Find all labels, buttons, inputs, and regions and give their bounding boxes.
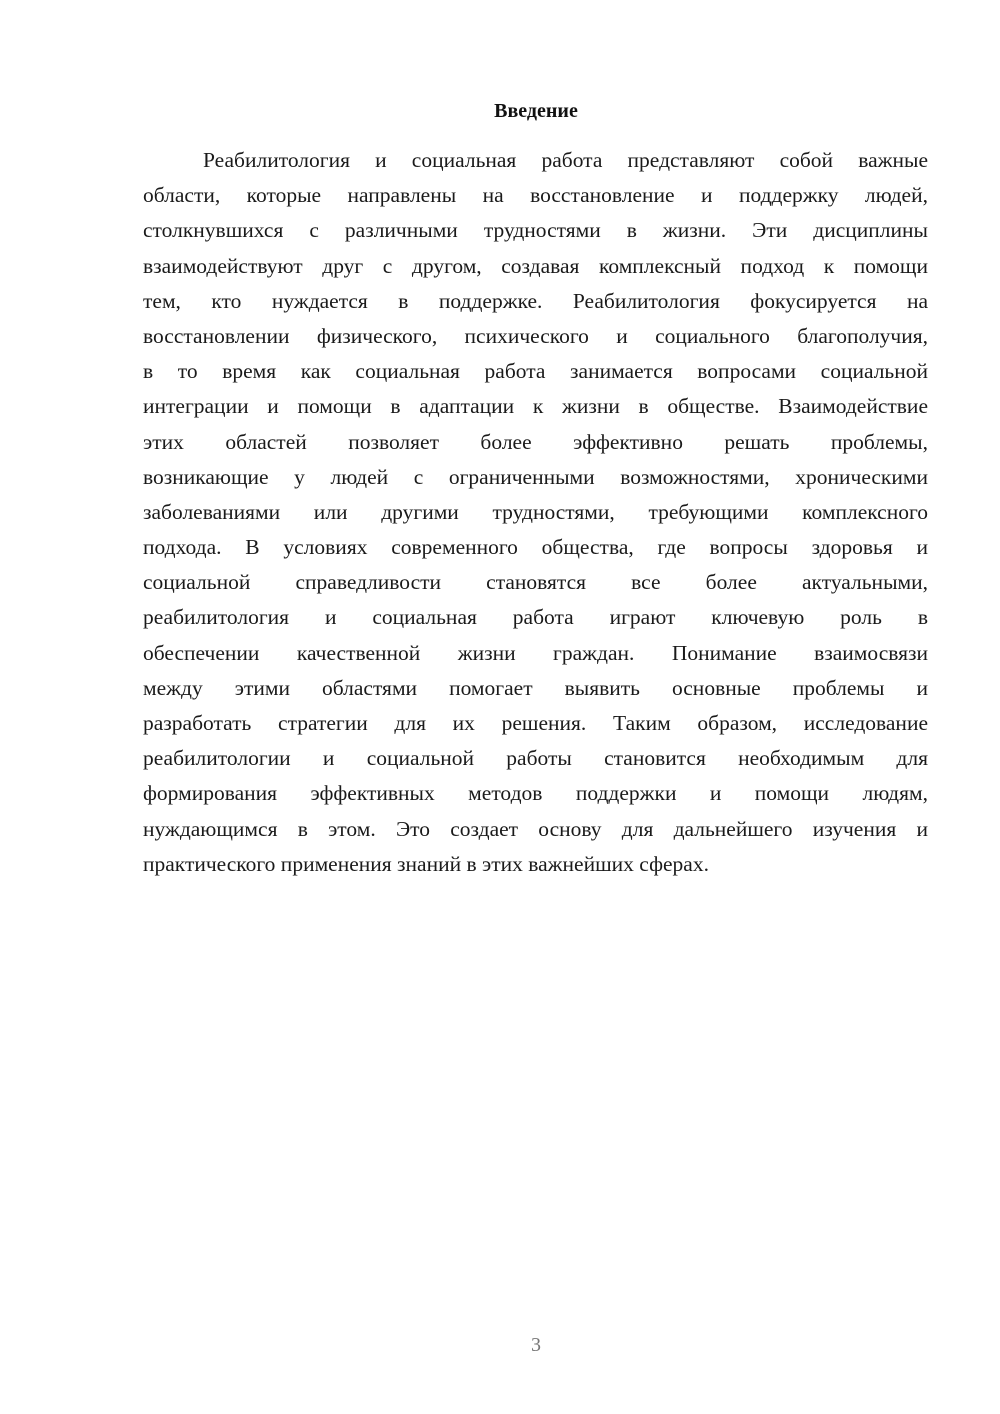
paragraph-line: в то время как социальная работа занимается вопросами социальной <box>143 359 928 384</box>
paragraph-line: Реабилитология и социальная работа представляют собой важные <box>203 148 928 172</box>
paragraph-line: взаимодействуют друг с другом, создавая комплексный подход к помощи <box>143 253 928 278</box>
paragraph-line: подхода. В условиях современного общества, где вопросы здоровья и <box>143 535 928 560</box>
paragraph-line: социальной справедливости становятся все более актуальными, <box>143 570 928 595</box>
paragraph-line: этих областей позволяет более эффективно решать проблемы, <box>143 429 928 454</box>
paragraph-line: восстановлении физического, психического и социального благополучия, <box>143 323 928 348</box>
paragraph-line: области, которые направлены на восстановление и поддержку людей, <box>143 183 928 208</box>
paragraph-line: интеграции и помощи в адаптации к жизни в обществе. Взаимодействие <box>143 394 928 419</box>
paragraph-line: разработать стратегии для их решения. Таким образом, исследование <box>143 711 928 735</box>
paragraph-line: реабилитология и социальная работа играют ключевую роль в <box>143 605 928 630</box>
page-number: 3 <box>531 1334 541 1356</box>
paragraph-line: формирования эффективных методов поддержки и помощи людям, <box>143 781 928 806</box>
paragraph-line: практического применения знаний в этих важнейших сферах. <box>143 851 709 876</box>
section-title: Введение <box>494 100 578 122</box>
paragraph-line: возникающие у людей с ограниченными возможностями, хроническими <box>143 464 928 489</box>
paragraph-line: между этими областями помогает выявить основные проблемы и <box>143 675 928 700</box>
paragraph-line: заболеваниями или другими трудностями, требующими комплексного <box>143 499 928 524</box>
paragraph-line: тем, кто нуждается в поддержке. Реабилитология фокусируется на <box>143 288 928 313</box>
introduction-paragraph <box>143 143 928 882</box>
paragraph-line: нуждающимся в этом. Это создает основу для дальнейшего изучения и <box>143 816 928 841</box>
paragraph-line: реабилитологии и социальной работы становится необходимым для <box>143 746 928 771</box>
paragraph-line: обеспечении качественной жизни граждан. Понимание взаимосвязи <box>143 640 928 665</box>
paragraph-line: столкнувшихся с различными трудностями в жизни. Эти дисциплины <box>143 218 928 243</box>
